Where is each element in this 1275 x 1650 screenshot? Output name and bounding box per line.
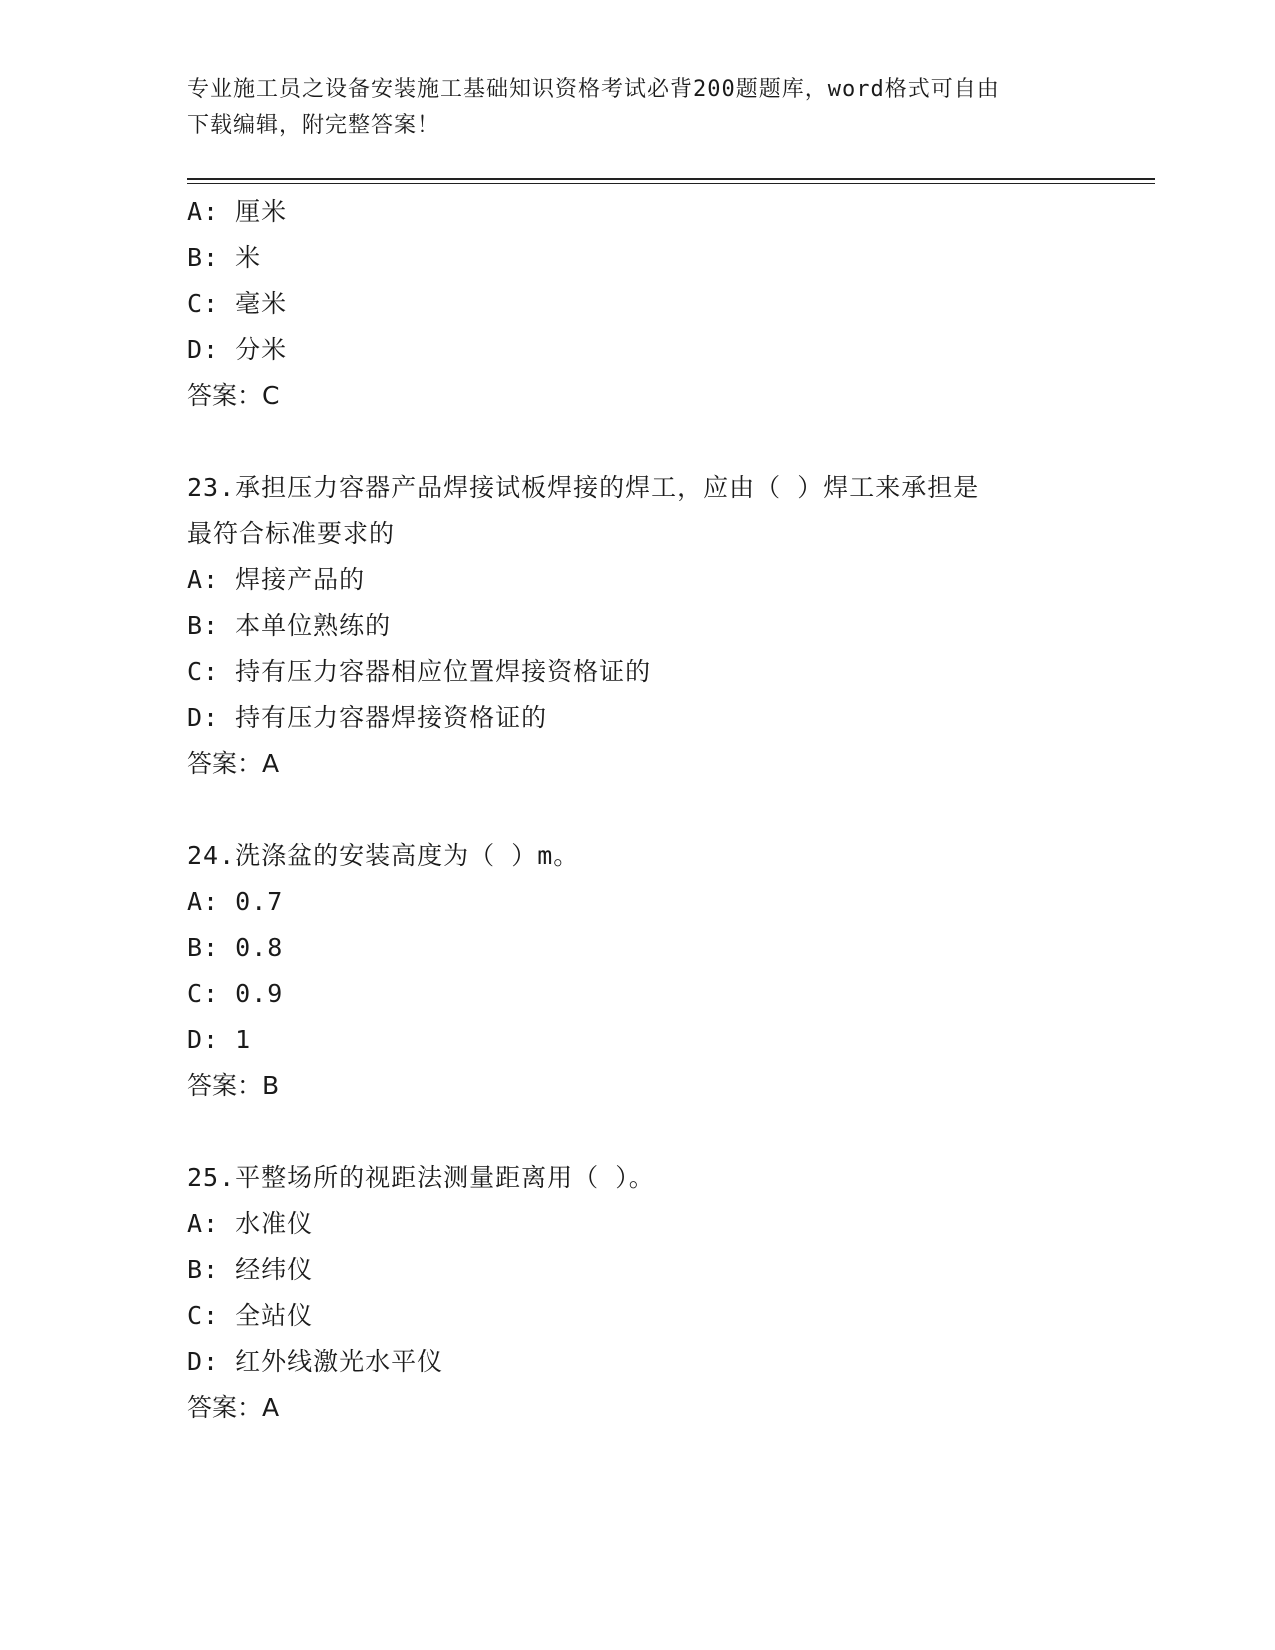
option-c: C: 0.9 (187, 979, 284, 1008)
header-line-1: 专业施工员之设备安装施工基础知识资格考试必背200题题库，word格式可自由 (187, 77, 1000, 102)
spacer (187, 787, 1127, 833)
answer-line: 答案：B (187, 1071, 280, 1100)
option-c: C: 持有压力容器相应位置焊接资格证的 (187, 657, 652, 686)
answer-line: 答案：A (187, 1393, 280, 1422)
spacer (187, 1109, 1127, 1155)
question-23 (187, 465, 1127, 787)
question-stem: 24.洗涤盆的安装高度为（ ）m。 (187, 841, 580, 870)
question-list (187, 189, 1127, 1431)
question-stem: 25.平整场所的视距法测量距离用（ ）。 (187, 1163, 655, 1192)
option-a: A: 水准仪 (187, 1209, 314, 1238)
option-d: D: 分米 (187, 335, 288, 364)
spacer (187, 419, 1127, 465)
option-b: B: 米 (187, 243, 262, 272)
option-c: C: 毫米 (187, 289, 288, 318)
option-b: B: 经纬仪 (187, 1255, 314, 1284)
option-b: B: 0.8 (187, 933, 284, 962)
question-stem-line-1: 23.承担压力容器产品焊接试板焊接的焊工，应由（ ）焊工来承担是 (187, 473, 980, 502)
option-b: B: 本单位熟练的 (187, 611, 392, 640)
answer-line: 答案：C (187, 381, 280, 410)
option-d: D: 持有压力容器焊接资格证的 (187, 703, 548, 732)
question-25 (187, 1155, 1127, 1431)
answer-line: 答案：A (187, 749, 280, 778)
header-rule-thin (187, 183, 1155, 184)
option-d: D: 红外线激光水平仪 (187, 1347, 444, 1376)
option-a: A: 厘米 (187, 197, 288, 226)
option-d: D: 1 (187, 1025, 252, 1054)
question-24 (187, 833, 1127, 1109)
header-line-2: 下载编辑，附完整答案！ (187, 113, 441, 138)
document-header (187, 72, 1067, 144)
question-22 (187, 189, 1127, 419)
header-rule-thick (187, 178, 1155, 180)
option-a: A: 焊接产品的 (187, 565, 366, 594)
question-stem-line-2: 最符合标准要求的 (187, 519, 396, 548)
option-c: C: 全站仪 (187, 1301, 314, 1330)
option-a: A: 0.7 (187, 887, 284, 916)
